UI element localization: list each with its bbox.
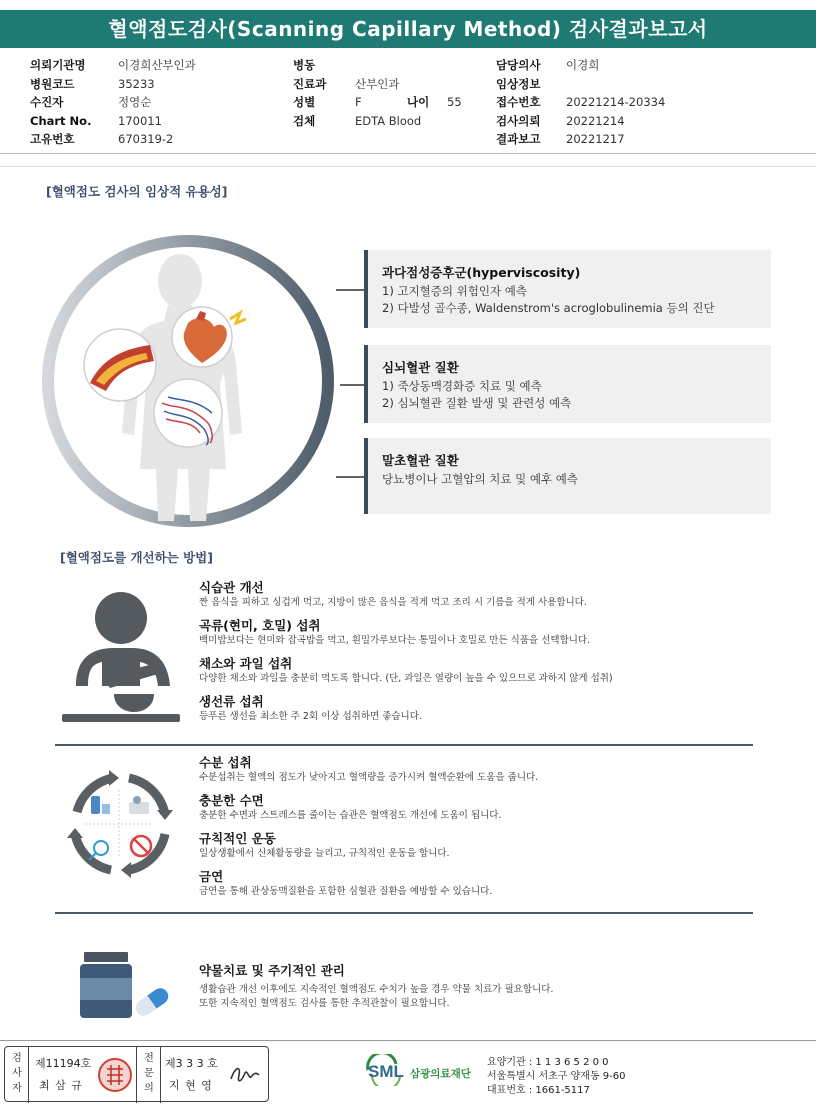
body-illustration-icon [40, 233, 336, 529]
card-peripheral-vascular: 말초혈관 질환 당뇨병이나 고혈압의 치료 및 예후 예측 [364, 438, 771, 514]
age-label: 나이 [407, 95, 430, 110]
info-row-hospital: 의뢰기관명 이경희산부인과 [30, 58, 196, 73]
medicine-bottle-icon [78, 950, 172, 1020]
info-divider [0, 153, 816, 154]
report-title: 혈액점도검사(Scanning Capillary Method) 검사결과보고서 [0, 10, 816, 48]
diet-tips: 식습관 개선 짠 음식을 피하고 싱겁게 먹고, 지방이 많은 음식을 적게 먹고 조리 시 기름을 적게 사용합니다. 곡류(현미, 호밀) 섭취 백미밥보다는 현미와 잡곡밥을 먹고, 흰밀가루보다는 통밀이나 호밀로 만든 식품을 선택합니다. 채소와 과일 섭취 다양한 채소와 과일을 충분히 먹도록 합니다. (단, 과일은 열량이 높을 수 있으므로 과하지 않게 섭취) 생선류 섭취 등푸른 생선을 최소한 주 2회 이상 섭취하면 좋습니다. [199, 580, 613, 722]
examiner-label: 검 사 자 [12, 1053, 22, 1094]
info-row-receipt-no: 접수번호 20221214-20334 [496, 95, 666, 110]
info-row-chart-no: Chart No. 170011 [30, 113, 162, 128]
org-info [487, 1056, 626, 1098]
info-row-doctor: 담당의사 이경희 [496, 58, 600, 73]
signature-box [4, 1046, 269, 1102]
improvement-methods-title: [혈액점도를 개선하는 방법] [60, 550, 213, 565]
lifestyle-cycle-icon [57, 762, 181, 886]
org-address: 서울특별시 서초구 양재동 9-60 [487, 1071, 626, 1082]
examiner-number: 제11194호 [35, 1057, 92, 1070]
info-row-report-date: 결과보고 20221217 [496, 132, 625, 147]
eating-person-icon [58, 590, 184, 724]
specialist-number: 제3 3 3 호 [165, 1057, 218, 1070]
section-divider [55, 912, 753, 914]
card-hyperviscosity: 과다점성증후군(hyperviscosity) 1) 고지혈증의 위험인자 예측 2) 다발성 골수종, Waldenstrom's acroglobulinemia 등의 진단 [364, 250, 771, 328]
connector-line [340, 384, 364, 386]
info-row-request-date: 검사의뢰 20221214 [496, 113, 625, 128]
section-divider [55, 744, 753, 746]
info-row-unique-id: 고유번호 670319-2 [30, 132, 174, 147]
info-row-sex-age: 성별 F 나이 55 [293, 95, 462, 110]
sml-logo-text: SML [368, 1062, 404, 1081]
info-column-3 [496, 56, 665, 149]
info-row-department: 진료과 산부인과 [293, 76, 400, 91]
info-row-patient: 수진자 정영순 [30, 95, 152, 110]
specialist-label: 전 문 의 [144, 1053, 154, 1094]
org-phone: 대표번호 : 1661-5117 [487, 1085, 590, 1096]
specialist-name: 지 현 영 [169, 1079, 213, 1092]
age-value: 55 [447, 95, 462, 110]
card-cerebrovascular: 심뇌혈관 질환 1) 죽상동맥경화증 치료 및 예측 2) 심뇌혈관 질환 발생 및 관련성 예측 [364, 345, 771, 423]
specialist-signature-icon [227, 1061, 263, 1089]
lifestyle-tips: 수분 섭취 수분섭취는 혈액의 점도가 낮아지고 혈액량을 증가시켜 혈액순환에 도움을 줍니다. 충분한 수면 충분한 수면과 스트레스를 줄이는 습관은 혈액점도 개선에 도움이 됩니다. 규칙적인 운동 일상생활에서 신체활동량을 늘리고, 규칙적인 운동을 합니다. 금연 금연을 통해 관상동맥질환을 포함한 심혈관 질환을 예방할 수 있습니다. [199, 755, 539, 897]
info-column-2 [293, 56, 462, 130]
medication-tips: 약물치료 및 주기적인 관리 생활습관 개선 이후에도 지속적인 혈액점도 수치가 높을 경우 약물 치료가 필요합니다. 또한 지속적인 혈액점도 검사를 통한 추적관찰이 필요합니다. [199, 963, 554, 1009]
org-name: 삼광의료재단 [410, 1068, 471, 1080]
examiner-name: 최 삼 규 [39, 1079, 83, 1092]
care-institution-code: 요양기관 : 1 1 3 6 5 2 0 0 [487, 1057, 609, 1068]
info-row-clinical-info: 임상정보 [496, 76, 541, 91]
info-row-specimen: 검체 EDTA Blood [293, 113, 422, 128]
info-row-hospital-code: 병원코드 35233 [30, 76, 155, 91]
info-divider-light [0, 166, 816, 167]
connector-line [336, 289, 364, 291]
footer-divider [0, 1040, 816, 1041]
info-column-1 [30, 56, 196, 149]
connector-line [336, 476, 364, 478]
clinical-usefulness-title: [혈액점도 검사의 임상적 유용성] [46, 184, 228, 199]
sml-logo [364, 1054, 471, 1086]
info-row-ward: 병동 [293, 58, 316, 73]
